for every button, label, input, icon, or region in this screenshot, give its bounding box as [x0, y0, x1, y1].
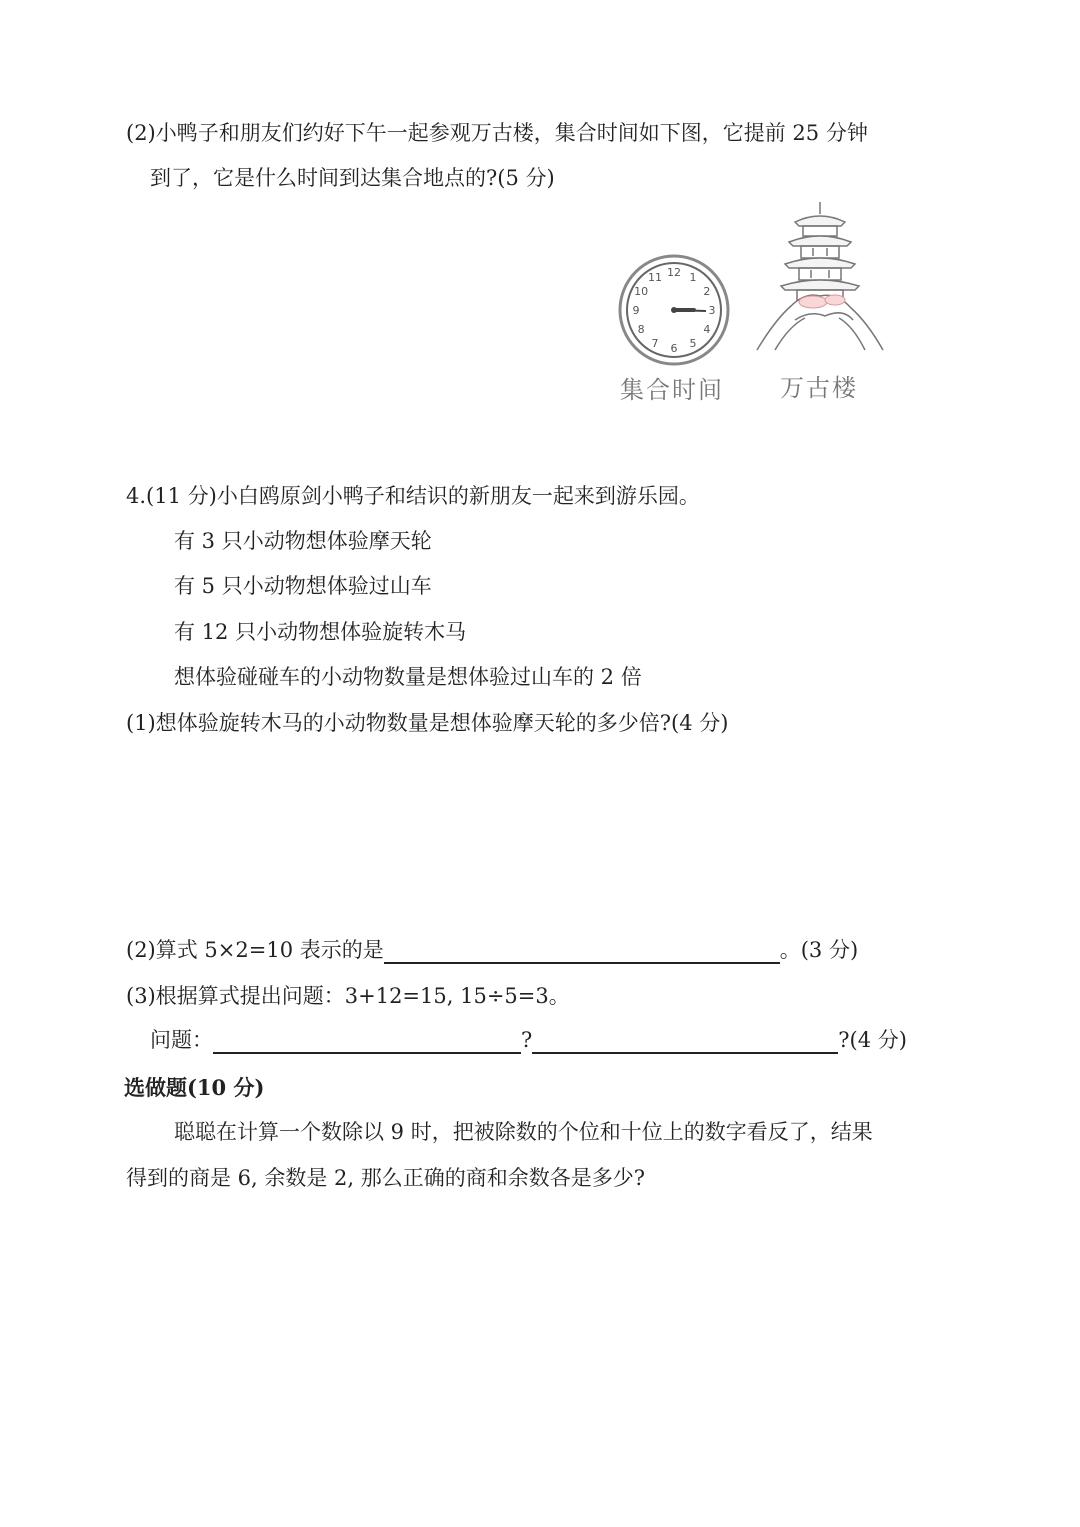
q4-fact: 有 3 只小动物想体验摩天轮 — [174, 529, 432, 553]
clock-numeral: 3 — [708, 304, 716, 317]
q4-part3-questions — [150, 1024, 907, 1054]
q4-fact: 有 5 只小动物想体验过山车 — [174, 574, 432, 598]
clock-numeral: 11 — [648, 271, 662, 285]
clock-numeral: 9 — [632, 304, 640, 317]
q4-intro: 4.(11 分)小白鸥原剑小鸭子和结识的新朋友一起来到游乐园。 — [126, 484, 700, 508]
clock-numeral: 8 — [637, 323, 645, 336]
clock-numeral: 10 — [634, 285, 649, 298]
q4-part2-points: 。(3 分) — [779, 938, 859, 962]
caption-meeting-time: 集合时间 — [620, 376, 724, 404]
q4-fact: 有 12 只小动物想体验旋转木马 — [174, 620, 467, 644]
clock-numeral: 7 — [651, 336, 659, 350]
q3-2-line1: (2)小鸭子和朋友们约好下午一起参观万古楼，集合时间如下图，它提前 25 分钟 — [126, 121, 868, 145]
answer-blank-question2[interactable] — [532, 1030, 838, 1054]
q4-fact: 想体验碰碰车的小动物数量是想体验过山车的 2 倍 — [174, 665, 642, 689]
q4-part3-points: ?(4 分) — [838, 1028, 907, 1052]
caption-wangu-tower: 万古楼 — [780, 374, 858, 402]
q4-part2-text: (2)算式 5×2=10 表示的是 — [126, 938, 384, 962]
q4-part1: (1)想体验旋转木马的小动物数量是想体验摩天轮的多少倍?(4 分) — [126, 711, 729, 735]
answer-blank-question1[interactable] — [213, 1030, 521, 1054]
clock-illustration — [616, 252, 732, 368]
clock-numeral: 6 — [670, 342, 678, 355]
optional-title: 选做题(10 分) — [124, 1075, 265, 1100]
clock-numeral: 5 — [689, 336, 697, 350]
answer-blank-part2[interactable] — [384, 940, 780, 964]
clock-numeral: 12 — [667, 266, 681, 279]
clock-numeral: 2 — [703, 285, 711, 298]
q4-part3: (3)根据算式提出问题：3+12=15, 15÷5=3。 — [126, 984, 570, 1008]
question-mark: ? — [521, 1028, 533, 1052]
wangu-tower-illustration — [755, 200, 885, 370]
optional-line2: 得到的商是 6, 余数是 2, 那么正确的商和余数各是多少? — [126, 1166, 646, 1190]
q4-part2 — [126, 934, 858, 964]
clock-numeral: 1 — [689, 271, 697, 285]
optional-line1: 聪聪在计算一个数除以 9 时，把被除数的个位和十位上的数字看反了，结果 — [174, 1120, 873, 1144]
clock-numeral: 4 — [703, 323, 711, 336]
q3-2-line2: 到了，它是什么时间到达集合地点的?(5 分) — [150, 166, 555, 190]
clock-minute-hand — [674, 310, 706, 311]
q4-part3-label: 问题： — [150, 1028, 213, 1052]
